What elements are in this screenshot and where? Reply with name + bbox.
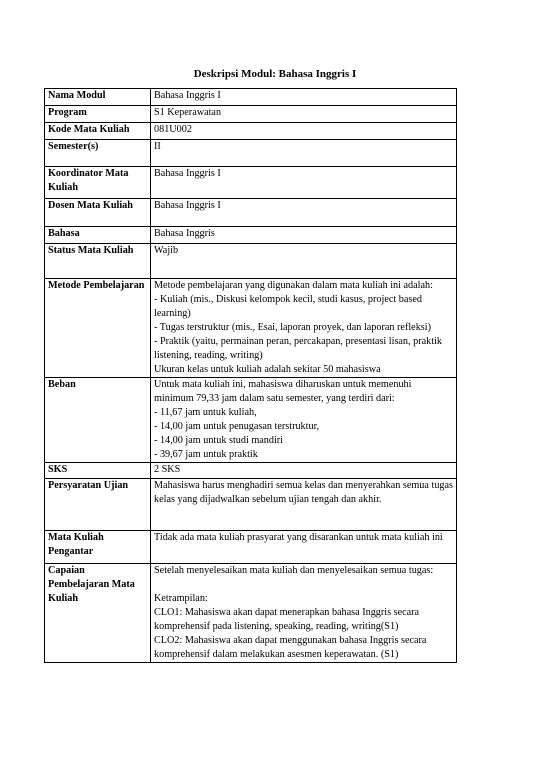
row-label: Capaian Pembelajaran Mata Kuliah <box>45 564 151 663</box>
row-value <box>151 123 457 140</box>
value-line: 2 SKS <box>154 464 181 475</box>
row-value <box>151 89 457 106</box>
table-row <box>45 378 457 463</box>
table-row <box>45 564 457 663</box>
value-line: - Tugas terstruktur (mis., Esai, laporan proyek, dan laporan refleksi) <box>154 322 431 333</box>
table-row <box>45 140 457 167</box>
row-value <box>151 140 457 167</box>
value-line: Bahasa Inggris <box>154 228 215 239</box>
document-title: Deskripsi Modul: Bahasa Inggris I <box>193 68 357 80</box>
row-label: Metode Pembelajaran <box>45 279 151 378</box>
value-line: - 39,67 jam untuk praktik <box>154 449 258 460</box>
row-value <box>151 199 457 227</box>
row-label: Status Mata Kuliah <box>45 244 151 279</box>
row-label: Semester(s) <box>45 140 151 167</box>
table-row <box>45 199 457 227</box>
value-line: - Praktik (yaitu, permainan peran, percakapan, presentasi lisan, praktik listening, reading, writing) <box>154 336 442 361</box>
value-line: II <box>154 141 161 152</box>
value-line: Mahasiswa harus menghadiri semua kelas dan menyerahkan semua tugas kelas yang dijadwalkan sebelum ujian tengah dan akhir. <box>154 480 453 505</box>
row-label: Kode Mata Kuliah <box>45 123 151 140</box>
module-description-table <box>44 88 457 663</box>
table-row <box>45 463 457 479</box>
value-line: Wajib <box>154 245 179 256</box>
value-line: - 14,00 jam untuk studi mandiri <box>154 435 284 446</box>
row-label: Beban <box>45 378 151 463</box>
table-row <box>45 244 457 279</box>
row-label: Bahasa <box>45 227 151 244</box>
value-line: Metode pembelajaran yang digunakan dalam mata kuliah ini adalah: <box>154 280 433 291</box>
row-value <box>151 227 457 244</box>
row-label: Dosen Mata Kuliah <box>45 199 151 227</box>
value-line: - 11,67 jam untuk kuliah, <box>154 407 257 418</box>
value-line: Setelah menyelesaikan mata kuliah dan menyelesaikan semua tugas: <box>154 565 434 576</box>
value-line: - Kuliah (mis., Diskusi kelompok kecil, studi kasus, project based learning) <box>154 294 422 319</box>
value-line: CLO1: Mahasiswa akan dapat menerapkan bahasa Inggris secara komprehensif pada listening, speaking, reading, writing(S1) <box>154 607 420 632</box>
value-line: Bahasa Inggris I <box>154 90 221 101</box>
value-line: Untuk mata kuliah ini, mahasiswa diharuskan untuk memenuhi minimum 79,33 jam dalam satu semester, yang terdiri dari: <box>154 379 412 404</box>
value-line: S1 Keperawatan <box>154 107 222 118</box>
table-row <box>45 123 457 140</box>
row-value <box>151 244 457 279</box>
row-label: Mata Kuliah Pengantar <box>45 531 151 564</box>
value-line: Tidak ada mata kuliah prasyarat yang disarankan untuk mata kuliah ini <box>154 532 443 543</box>
value-line: Bahasa Inggris I <box>154 200 221 211</box>
row-label: Program <box>45 106 151 123</box>
table-row <box>45 279 457 378</box>
row-value <box>151 106 457 123</box>
table-row <box>45 167 457 199</box>
row-label: Koordinator Mata Kuliah <box>45 167 151 199</box>
table-row <box>45 106 457 123</box>
row-value <box>151 463 457 479</box>
table-row <box>45 227 457 244</box>
row-value <box>151 479 457 531</box>
row-value <box>151 378 457 463</box>
value-line: Bahasa Inggris I <box>154 168 221 179</box>
value-line: Ketrampilan: <box>154 593 208 604</box>
row-label: Persyaratan Ujian <box>45 479 151 531</box>
value-line: CLO2: Mahasiswa akan dapat menggunakan bahasa Inggris secara komprehensif dalam melakukan asesmen keperawatan. (S1) <box>154 635 427 660</box>
blank-line <box>154 578 453 592</box>
value-line: Ukuran kelas untuk kuliah adalah sekitar 50 mahasiswa <box>154 364 381 375</box>
row-value <box>151 167 457 199</box>
value-line: - 14,00 jam untuk penugasan terstruktur, <box>154 421 320 432</box>
table-row <box>45 479 457 531</box>
row-value <box>151 531 457 564</box>
row-value <box>151 564 457 663</box>
row-label: SKS <box>45 463 151 479</box>
value-line: 081U002 <box>154 124 192 135</box>
row-label: Nama Modul <box>45 89 151 106</box>
table-row <box>45 89 457 106</box>
table-row <box>45 531 457 564</box>
row-value <box>151 279 457 378</box>
